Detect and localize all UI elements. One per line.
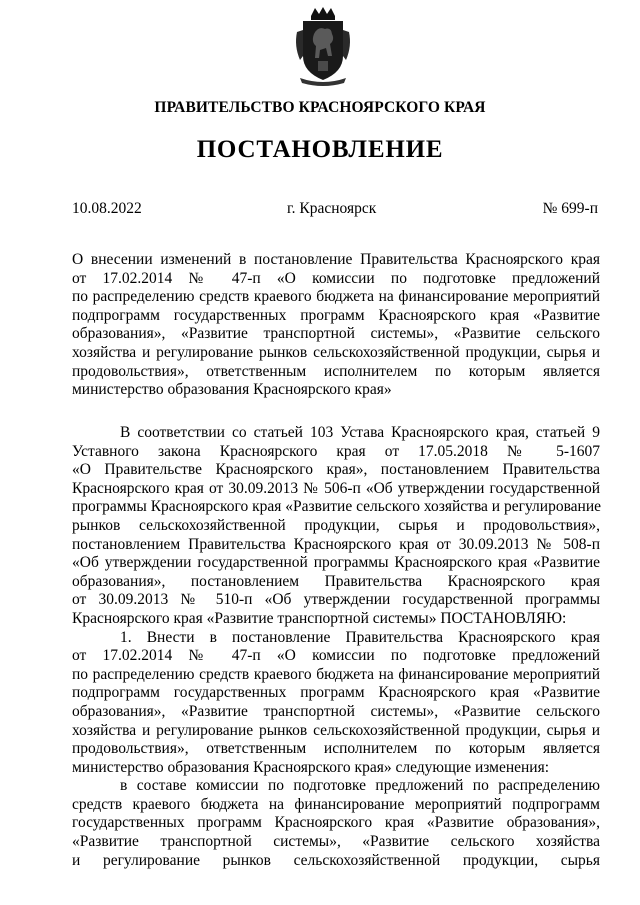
body-line: от 30.09.2013 № 510-п «Об утверждении государственной программы — [72, 591, 600, 609]
body-line: средств краевого бюджета на финансирование мероприятий подпрограмм — [72, 795, 600, 813]
body-line: 1. Внести в постановление Правительства Красноярского края — [120, 628, 600, 646]
body-line: хозяйства и регулирование рынков сельскохозяйственной продукции, сырья и — [72, 721, 600, 739]
subject-line: продовольствия», ответственным исполнителем по которым является — [72, 362, 600, 380]
subject-line: образования», «Развитие транспортной системы», «Развитие сельского — [72, 325, 600, 343]
body-line: образования», постановлением Правительства Красноярского края — [72, 572, 600, 590]
document-city: г. Красноярск — [287, 200, 377, 217]
body-line: «Об утверждении государственной программы Красноярского края «Развитие — [72, 554, 600, 572]
organization-title: ПРАВИТЕЛЬСТВО КРАСНОЯРСКОГО КРАЯ — [154, 99, 486, 116]
coat-of-arms-icon — [294, 6, 352, 86]
body-line: «О Правительстве Красноярского края», постановлением Правительства — [72, 461, 600, 479]
body-line: Уставного закона Красноярского края от 17.05.2018 № 5-1607 — [72, 442, 600, 460]
body-line: от 17.02.2014 № 47-п «О комиссии по подготовке предложений — [72, 647, 600, 665]
body-line: Красноярского края «Развитие транспортной системы» ПОСТАНОВЛЯЮ: — [72, 609, 567, 627]
body-line: государственных программ Красноярского края «Развитие образования», — [72, 814, 600, 832]
body-line: продовольствия», ответственным исполнителем по которым является — [72, 740, 600, 758]
subject-line: по распределению средств краевого бюджета на финансирование мероприятий — [72, 288, 600, 306]
document-type: ПОСТАНОВЛЕНИЕ — [196, 136, 444, 163]
body-line: в составе комиссии по подготовке предложений по распределению — [120, 777, 600, 795]
body-line: «Развитие транспортной системы», «Развитие сельского хозяйства — [72, 833, 600, 851]
body-line: образования», «Развитие транспортной системы», «Развитие сельского — [72, 702, 600, 720]
body-line: Красноярского края от 30.09.2013 № 506-п «Об утверждении государственной — [72, 479, 600, 497]
document-body — [72, 424, 600, 870]
body-line: постановлением Правительства Красноярского края от 30.09.2013 № 508-п — [72, 535, 600, 553]
body-line: министерство образования Красноярского края» следующие изменения: — [72, 758, 550, 776]
body-line: и регулирование рынков сельскохозяйственной продукции, сырья — [72, 851, 600, 869]
body-line: по распределению средств краевого бюджета на финансирование мероприятий — [72, 665, 600, 683]
document-number: № 699-п — [542, 200, 598, 217]
subject-line: О внесении изменений в постановление Правительства Красноярского края — [72, 251, 600, 268]
subject-line: подпрограмм государственных программ Красноярского края «Развитие — [72, 306, 600, 324]
body-line: рынков сельскохозяйственной продукции, сырья и продовольствия», — [72, 516, 600, 534]
document-date: 10.08.2022 — [72, 200, 142, 217]
subject-line: министерство образования Красноярского края» — [72, 381, 392, 399]
document-subject — [72, 251, 600, 400]
subject-line: хозяйства и регулирование рынков сельскохозяйственной продукции, сырья и — [72, 343, 600, 361]
body-line: В соответствии со статьей 103 Устава Красноярского края, статьей 9 — [120, 424, 600, 441]
subject-line: от 17.02.2014 № 47-п «О комиссии по подготовке предложений — [72, 269, 600, 287]
body-line: подпрограмм государственных программ Красноярского края «Развитие — [72, 684, 600, 702]
body-line: программы Красноярского края «Развитие сельского хозяйства и регулирование — [72, 498, 602, 516]
